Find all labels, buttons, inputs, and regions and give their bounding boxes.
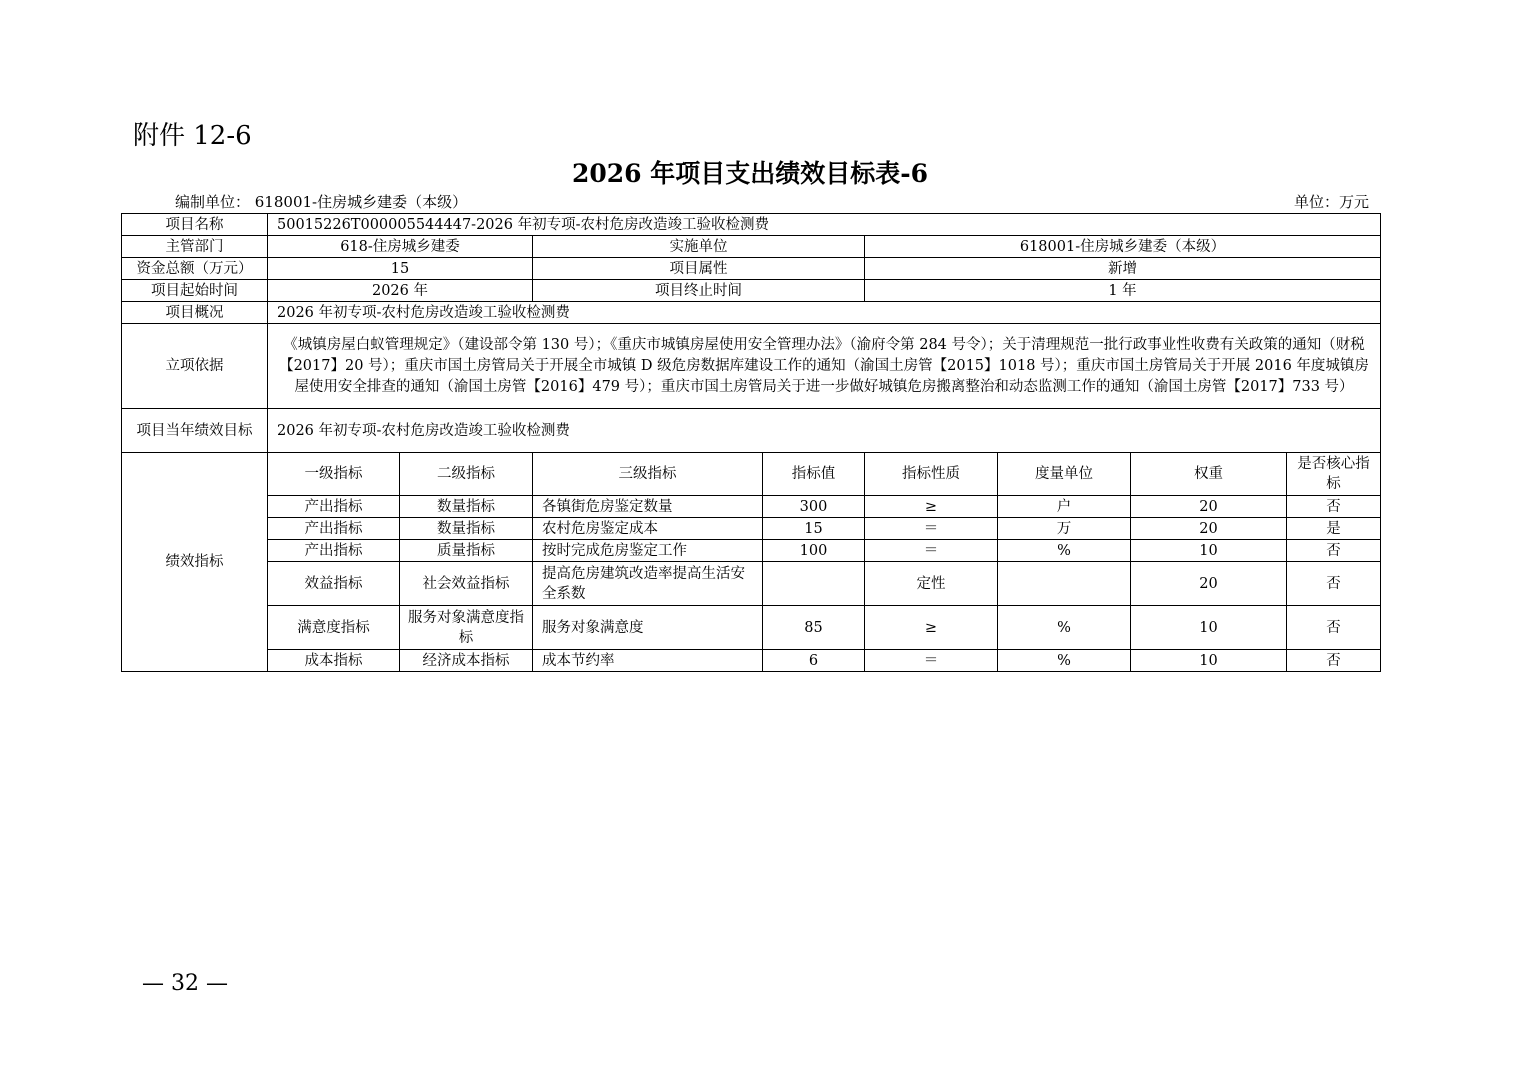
header-unit: 度量单位 <box>998 453 1131 496</box>
core-cell: 否 <box>1287 650 1381 672</box>
funds-value: 15 <box>268 258 533 280</box>
unit-cell: % <box>998 606 1131 650</box>
core-cell: 否 <box>1287 562 1381 606</box>
level2-cell: 服务对象满意度指标 <box>400 606 533 650</box>
unit-cell <box>998 562 1131 606</box>
value-cell: 85 <box>763 606 865 650</box>
header-value: 指标值 <box>763 453 865 496</box>
currency-unit: 单位：万元 <box>1293 193 1369 211</box>
value-cell: 300 <box>763 496 865 518</box>
table-row <box>122 650 1381 672</box>
value-cell: 15 <box>763 518 865 540</box>
header-nature: 指标性质 <box>865 453 998 496</box>
core-cell: 否 <box>1287 496 1381 518</box>
header-core: 是否核心指标 <box>1287 453 1381 496</box>
weight-cell: 20 <box>1131 518 1287 540</box>
project-name-label: 项目名称 <box>122 214 268 236</box>
end-time-label: 项目终止时间 <box>533 280 865 302</box>
level1-cell: 产出指标 <box>268 496 400 518</box>
project-name-value: 50015226T000005544447-2026 年初专项-农村危房改造竣工验收检测费 <box>268 214 1381 236</box>
table-row <box>122 496 1381 518</box>
funds-row <box>122 258 1381 280</box>
project-attr-label: 项目属性 <box>533 258 865 280</box>
funds-label: 资金总额（万元） <box>122 258 268 280</box>
overview-row <box>122 302 1381 324</box>
level2-cell: 数量指标 <box>400 496 533 518</box>
nature-cell: 定性 <box>865 562 998 606</box>
unit-cell: 户 <box>998 496 1131 518</box>
value-cell: 100 <box>763 540 865 562</box>
department-row <box>122 236 1381 258</box>
level1-cell: 效益指标 <box>268 562 400 606</box>
weight-cell: 20 <box>1131 562 1287 606</box>
impl-unit-label: 实施单位 <box>533 236 865 258</box>
dept-label: 主管部门 <box>122 236 268 258</box>
unit-cell: % <box>998 540 1131 562</box>
project-attr-value: 新增 <box>865 258 1381 280</box>
start-time-label: 项目起始时间 <box>122 280 268 302</box>
page-number: — 32 — <box>142 971 228 996</box>
level1-cell: 成本指标 <box>268 650 400 672</box>
value-cell: 6 <box>763 650 865 672</box>
end-time-value: 1 年 <box>865 280 1381 302</box>
level2-cell: 社会效益指标 <box>400 562 533 606</box>
level1-cell: 满意度指标 <box>268 606 400 650</box>
level3-cell: 农村危房鉴定成本 <box>533 518 763 540</box>
weight-cell: 10 <box>1131 540 1287 562</box>
header-level2: 二级指标 <box>400 453 533 496</box>
weight-cell: 10 <box>1131 606 1287 650</box>
value-cell <box>763 562 865 606</box>
level3-cell: 服务对象满意度 <box>533 606 763 650</box>
level3-cell: 按时完成危房鉴定工作 <box>533 540 763 562</box>
nature-cell: ＝ <box>865 518 998 540</box>
header-level3: 三级指标 <box>533 453 763 496</box>
overview-value: 2026 年初专项-农村危房改造竣工验收检测费 <box>268 302 1381 324</box>
project-name-row <box>122 214 1381 236</box>
goal-row <box>122 409 1381 453</box>
table-row <box>122 540 1381 562</box>
basis-label: 立项依据 <box>122 324 268 409</box>
nature-cell: ＝ <box>865 540 998 562</box>
table-row <box>122 518 1381 540</box>
header-weight: 权重 <box>1131 453 1287 496</box>
overview-label: 项目概况 <box>122 302 268 324</box>
nature-cell: ＝ <box>865 650 998 672</box>
level2-cell: 数量指标 <box>400 518 533 540</box>
page-title: 2026 年项目支出绩效目标表-6 <box>571 159 929 188</box>
attachment-label: 附件 12-6 <box>133 121 252 151</box>
table-row <box>122 562 1381 606</box>
weight-cell: 20 <box>1131 496 1287 518</box>
core-cell: 否 <box>1287 540 1381 562</box>
core-cell: 是 <box>1287 518 1381 540</box>
unit-cell: 万 <box>998 518 1131 540</box>
period-row <box>122 280 1381 302</box>
level1-cell: 产出指标 <box>268 540 400 562</box>
level2-cell: 经济成本指标 <box>400 650 533 672</box>
impl-unit-value: 618001-住房城乡建委（本级） <box>865 236 1381 258</box>
indicators-section-label: 绩效指标 <box>122 453 268 672</box>
goal-label: 项目当年绩效目标 <box>122 409 268 453</box>
basis-row <box>122 324 1381 409</box>
start-time-value: 2026 年 <box>268 280 533 302</box>
level3-cell: 提高危房建筑改造率提高生活安全系数 <box>533 562 763 606</box>
weight-cell: 10 <box>1131 650 1287 672</box>
level3-cell: 成本节约率 <box>533 650 763 672</box>
prepared-by-unit: 编制单位： 618001-住房城乡建委（本级） <box>175 193 468 211</box>
dept-value: 618-住房城乡建委 <box>268 236 533 258</box>
table-row <box>122 606 1381 650</box>
nature-cell: ≥ <box>865 606 998 650</box>
level2-cell: 质量指标 <box>400 540 533 562</box>
level3-cell: 各镇街危房鉴定数量 <box>533 496 763 518</box>
performance-target-table <box>121 213 1381 672</box>
core-cell: 否 <box>1287 606 1381 650</box>
nature-cell: ≥ <box>865 496 998 518</box>
indicator-header-row <box>122 453 1381 496</box>
header-level1: 一级指标 <box>268 453 400 496</box>
goal-value: 2026 年初专项-农村危房改造竣工验收检测费 <box>268 409 1381 453</box>
level1-cell: 产出指标 <box>268 518 400 540</box>
basis-value: 《城镇房屋白蚁管理规定》（建设部令第 130 号）；《重庆市城镇房屋使用安全管理办法》（渝府令第 284 号令）；关于清理规范一批行政事业性收费有关政策的通知（财税【2017】20 号）；重庆市国土房管局关于开展全市城镇 D 级危房数据库建设工作的通知（渝国土房管【2015】1018 号）；重庆市国土房管局关于开展 2016 年度城镇房屋使用安全排查的通知（渝国土房管【2016】479 号）；重庆市国土房管局关于进一步做好城镇危房搬离整治和动态监测工作的通知（渝国土房管【2017】733 号） <box>268 324 1381 409</box>
unit-cell: % <box>998 650 1131 672</box>
